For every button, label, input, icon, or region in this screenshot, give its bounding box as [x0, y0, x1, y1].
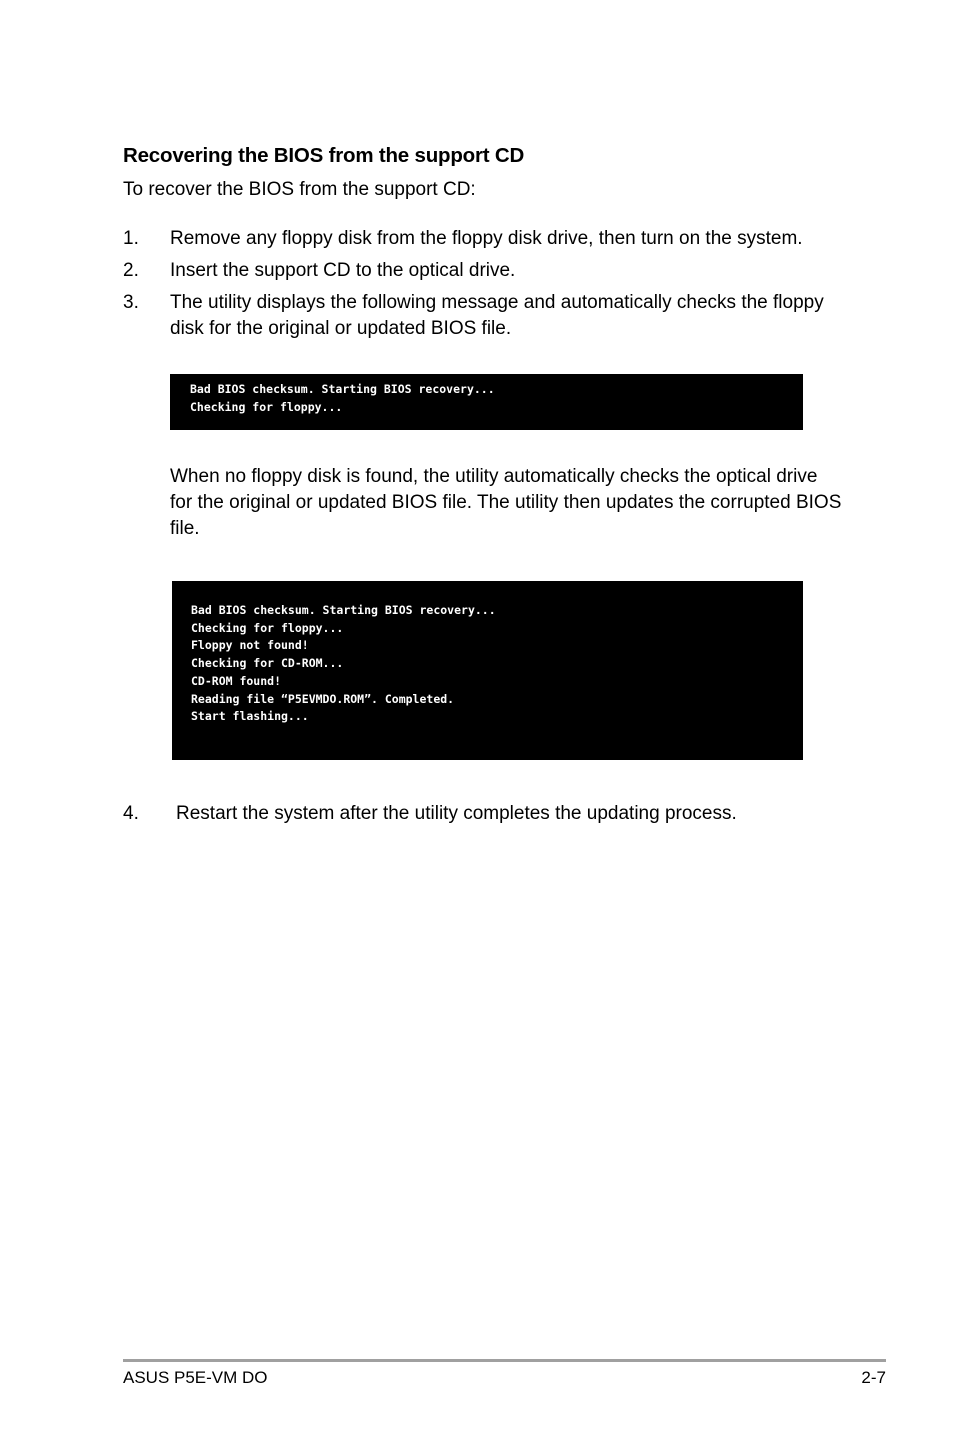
step-text: Insert the support CD to the optical drive. [170, 260, 516, 281]
step-number: 1. [123, 228, 139, 249]
terminal-line: Bad BIOS checksum. Starting BIOS recovery... [191, 603, 496, 617]
terminal-line: Floppy not found! [191, 638, 309, 653]
terminal-line: Checking for floppy... [190, 399, 343, 414]
footer-product-name: ASUS P5E-VM DO [123, 1368, 268, 1387]
terminal-line: Bad BIOS checksum. Starting BIOS recovery... [190, 382, 495, 396]
step-text: Restart the system after the utility completes the updating process. [176, 803, 737, 824]
step-number: 3. [123, 292, 139, 313]
terminal-line: Reading file “P5EVMDO.ROM”. Completed. [191, 691, 455, 706]
terminal-line: Start flashing... [191, 709, 309, 724]
bios-message-screen-1 [170, 374, 803, 430]
terminal-line: Checking for CD-ROM... [191, 656, 344, 671]
section-heading: Recovering the BIOS from the support CD [123, 144, 525, 167]
intro-text: To recover the BIOS from the support CD: [123, 179, 476, 200]
footer-divider [123, 1359, 886, 1362]
footer-page-number: 2-7 [861, 1368, 886, 1387]
step-text: The utility displays the following message and automatically checks the floppy disk for the original or updated BIOS file. [170, 292, 824, 339]
bios-message-screen-2 [172, 581, 803, 760]
no-floppy-paragraph: When no floppy disk is found, the utility automatically checks the optical drive for the original or updated BIOS file. The utility then updates the corrupted BIOS file. [170, 466, 842, 539]
terminal-line: CD-ROM found! [191, 673, 282, 688]
step-number: 4. [123, 803, 139, 824]
step-number: 2. [123, 260, 139, 281]
step-text: Remove any floppy disk from the floppy disk drive, then turn on the system. [170, 228, 803, 249]
terminal-line: Checking for floppy... [191, 620, 344, 635]
